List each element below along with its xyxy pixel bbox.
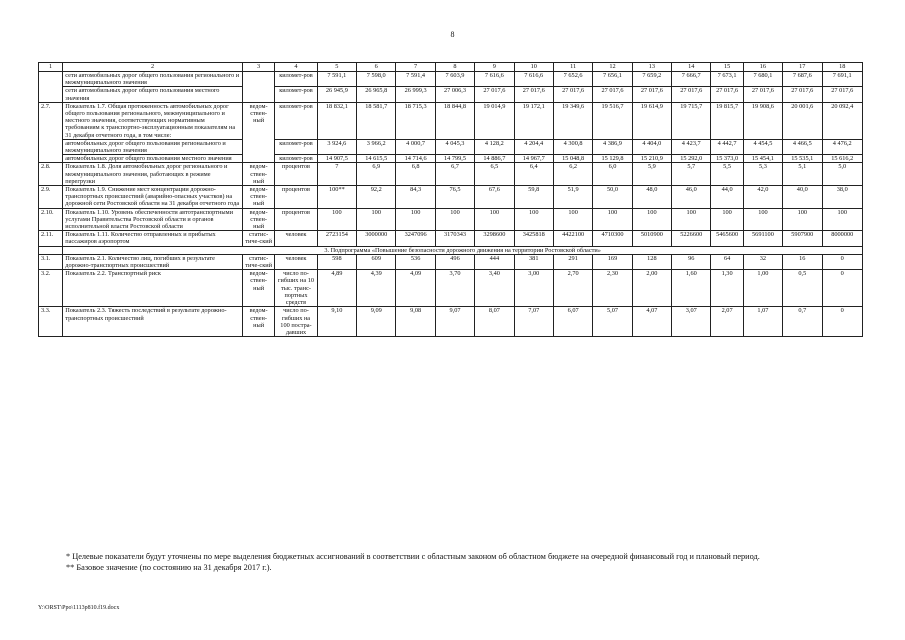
value-cell: 0 [822, 307, 863, 337]
value-cell: 4 442,7 [711, 139, 743, 154]
indicator-name: Показатель 1.8. Доля автомобильных дорог регионального и межмуниципального значения, работающих в режиме перегрузки [63, 163, 243, 186]
value-cell: 4422100 [553, 231, 592, 246]
value-cell: 128 [632, 254, 671, 269]
value-cell: 100 [593, 208, 632, 231]
value-cell: 3,40 [475, 270, 514, 307]
value-cell: 5,9 [632, 163, 671, 186]
value-cell: 19 715,7 [672, 102, 711, 139]
value-cell: 4 404,0 [632, 139, 671, 154]
unit: число по-гибших на 100 постра-давших [275, 307, 317, 337]
value-cell: 3,00 [514, 270, 553, 307]
value-cell: 7 616,6 [514, 72, 553, 87]
value-cell: 67,6 [475, 186, 514, 209]
value-cell: 16 [783, 254, 822, 269]
value-cell: 5,07 [593, 307, 632, 337]
value-cell: 6,8 [396, 163, 435, 186]
indicator-name: Показатель 1.10. Уровень обеспеченности автотранспортными услугами Правительства Ростовской области и органов исполнительной власти Ростовской области [63, 208, 243, 231]
value-cell: 3298600 [475, 231, 514, 246]
value-cell: 7 598,0 [357, 72, 396, 87]
value-cell: 7 659,2 [632, 72, 671, 87]
data-source: ведом-ствен-ный [242, 307, 274, 337]
value-cell: 19 614,9 [632, 102, 671, 139]
row-id: 2.10. [39, 208, 63, 231]
value-cell: 18 581,7 [357, 102, 396, 139]
value-cell: 15 454,1 [743, 155, 782, 163]
value-cell: 2723154 [317, 231, 356, 246]
value-cell: 4,09 [396, 270, 435, 307]
value-cell: 14 799,5 [435, 155, 474, 163]
value-cell: 7 687,6 [783, 72, 822, 87]
column-number: 8 [435, 63, 474, 72]
value-cell: 100 [475, 208, 514, 231]
table-row [39, 307, 863, 337]
row-id: 2.7. [39, 102, 63, 163]
value-cell: 7 616,6 [475, 72, 514, 87]
value-cell: 32 [743, 254, 782, 269]
table-header-row [39, 63, 863, 72]
value-cell: 3425818 [514, 231, 553, 246]
value-cell: 609 [357, 254, 396, 269]
column-number: 17 [783, 63, 822, 72]
value-cell: 27 017,6 [514, 87, 553, 102]
value-cell: 100 [357, 208, 396, 231]
value-cell: 100 [783, 208, 822, 231]
value-cell: 19 908,6 [743, 102, 782, 139]
value-cell: 84,3 [396, 186, 435, 209]
footnote-targets: * Целевые показатели будут уточнены по мере выделения бюджетных ассигнований в соответствии с областным законом об областном бюджете на очередной финансовый год и плановый период. [66, 552, 760, 561]
row-id: 2.9. [39, 186, 63, 209]
indicator-name: Показатель 1.7. Общая протяженность автомобильных дорог общего пользования регионального, межмуниципального и местного значения, соответствующих нормативным требованиям к транспортно-эксплуатационным показателям на 31 декабря отчетного года, в том числе: [63, 102, 243, 139]
table-row [39, 186, 863, 209]
value-cell: 15 373,0 [711, 155, 743, 163]
value-cell: 8000000 [822, 231, 863, 246]
table-row [39, 231, 863, 246]
value-cell: 7 591,4 [396, 72, 435, 87]
value-cell: 5,7 [672, 163, 711, 186]
table-row [39, 270, 863, 307]
value-cell: 44,0 [711, 186, 743, 209]
value-cell: 100** [317, 186, 356, 209]
value-cell: 27 006,3 [435, 87, 474, 102]
column-number: 16 [743, 63, 782, 72]
value-cell: 100 [743, 208, 782, 231]
value-cell: 7 603,9 [435, 72, 474, 87]
value-cell: 100 [396, 208, 435, 231]
value-cell: 19 014,9 [475, 102, 514, 139]
value-cell: 26 965,8 [357, 87, 396, 102]
value-cell: 5010900 [632, 231, 671, 246]
value-cell: 5226600 [672, 231, 711, 246]
section-title: 3. Подпрограмма «Повышение безопасности дорожного движения на территории Ростовской области» [63, 246, 863, 254]
value-cell: 0 [822, 254, 863, 269]
unit: процентов [275, 163, 317, 186]
value-cell: 42,0 [743, 186, 782, 209]
value-cell: 20 092,4 [822, 102, 863, 139]
value-cell: 15 048,8 [553, 155, 592, 163]
value-cell: 8,07 [475, 307, 514, 337]
value-cell: 3170343 [435, 231, 474, 246]
table-body [39, 63, 863, 337]
row-id: 2.11. [39, 231, 63, 246]
value-cell: 7 673,1 [711, 72, 743, 87]
value-cell: 19 516,7 [593, 102, 632, 139]
value-cell: 18 832,1 [317, 102, 356, 139]
indicator-name: сети автомобильных дорог общего пользования местного значения [63, 87, 243, 102]
value-cell: 15 292,0 [672, 155, 711, 163]
column-number: 1 [39, 63, 63, 72]
column-number: 11 [553, 63, 592, 72]
table-row [39, 254, 863, 269]
unit: километ-ров [275, 72, 317, 87]
value-cell: 5,1 [783, 163, 822, 186]
value-cell: 1,60 [672, 270, 711, 307]
value-cell: 50,0 [593, 186, 632, 209]
value-cell: 100 [632, 208, 671, 231]
column-number: 4 [275, 63, 317, 72]
value-cell: 27 017,6 [632, 87, 671, 102]
value-cell: 4,39 [357, 270, 396, 307]
column-number: 3 [242, 63, 274, 72]
column-number: 15 [711, 63, 743, 72]
table-row [39, 139, 863, 154]
indicator-name: Показатель 2.2. Транспортный риск [63, 270, 243, 307]
data-source: ведом-ствен-ный [242, 208, 274, 231]
value-cell: 15 616,2 [822, 155, 863, 163]
value-cell: 169 [593, 254, 632, 269]
value-cell: 14 886,7 [475, 155, 514, 163]
value-cell: 6,5 [475, 163, 514, 186]
value-cell: 20 001,6 [783, 102, 822, 139]
value-cell: 3 966,2 [357, 139, 396, 154]
indicator-name: Показатель 1.9. Снижение мест концентрации дорожно-транспортных происшествий (аварийно-опасных участков) на дорожной сети Ростовской области на 31 декабря отчетного года [63, 186, 243, 209]
value-cell: 2,30 [593, 270, 632, 307]
value-cell: 1,00 [743, 270, 782, 307]
value-cell: 6,2 [553, 163, 592, 186]
value-cell: 5691100 [743, 231, 782, 246]
value-cell: 100 [672, 208, 711, 231]
value-cell: 26 945,9 [317, 87, 356, 102]
value-cell: 4 000,7 [396, 139, 435, 154]
unit: километ-ров [275, 102, 317, 139]
row-id [39, 72, 63, 103]
column-number: 10 [514, 63, 553, 72]
row-id: 2.8. [39, 163, 63, 186]
value-cell: 7 652,6 [553, 72, 592, 87]
value-cell: 7 [317, 163, 356, 186]
value-cell: 27 017,6 [822, 87, 863, 102]
value-cell: 15 210,9 [632, 155, 671, 163]
value-cell: 2,07 [711, 307, 743, 337]
value-cell: 7,07 [514, 307, 553, 337]
value-cell: 4 466,5 [783, 139, 822, 154]
column-number: 5 [317, 63, 356, 72]
value-cell: 7 691,1 [822, 72, 863, 87]
value-cell: 40,0 [783, 186, 822, 209]
column-number: 12 [593, 63, 632, 72]
table-row [39, 102, 863, 139]
data-source: ведом-ствен-ный [242, 102, 274, 163]
value-cell: 15 535,1 [783, 155, 822, 163]
value-cell: 4 476,2 [822, 139, 863, 154]
value-cell: 26 999,3 [396, 87, 435, 102]
value-cell: 7 656,1 [593, 72, 632, 87]
indicator-name: автомобильных дорог общего пользования местного значения [63, 155, 243, 163]
value-cell: 100 [822, 208, 863, 231]
value-cell: 27 017,6 [711, 87, 743, 102]
value-cell: 19 349,6 [553, 102, 592, 139]
value-cell: 18 715,3 [396, 102, 435, 139]
table-row [39, 163, 863, 186]
unit: человек [275, 231, 317, 246]
value-cell: 381 [514, 254, 553, 269]
unit: километ-ров [275, 87, 317, 102]
value-cell: 5,5 [711, 163, 743, 186]
value-cell: 4,07 [632, 307, 671, 337]
value-cell: 14 714,6 [396, 155, 435, 163]
value-cell: 100 [711, 208, 743, 231]
unit: число по-гибших на 10 тыс. транс-портных средств [275, 270, 317, 307]
column-number: 6 [357, 63, 396, 72]
indicators-table [38, 62, 863, 337]
value-cell: 76,5 [435, 186, 474, 209]
value-cell: 4 045,3 [435, 139, 474, 154]
value-cell: 96 [672, 254, 711, 269]
indicator-name: Показатель 2.1. Количество лиц, погибших в результате дорожно-транспортных происшествий [63, 254, 243, 269]
value-cell: 27 017,6 [743, 87, 782, 102]
column-number: 7 [396, 63, 435, 72]
value-cell: 0,7 [783, 307, 822, 337]
value-cell: 9,10 [317, 307, 356, 337]
indicator-name: Показатель 1.11. Количество отправленных и прибытых пассажиров аэропортом [63, 231, 243, 246]
unit: человек [275, 254, 317, 269]
value-cell: 0 [822, 270, 863, 307]
value-cell: 15 129,8 [593, 155, 632, 163]
value-cell: 3247096 [396, 231, 435, 246]
value-cell: 3000000 [357, 231, 396, 246]
value-cell: 1,07 [743, 307, 782, 337]
value-cell: 46,0 [672, 186, 711, 209]
value-cell: 14 907,5 [317, 155, 356, 163]
value-cell: 444 [475, 254, 514, 269]
value-cell: 64 [711, 254, 743, 269]
value-cell: 7 591,1 [317, 72, 356, 87]
column-number: 14 [672, 63, 711, 72]
value-cell: 9,09 [357, 307, 396, 337]
value-cell: 4 386,9 [593, 139, 632, 154]
indicator-name: автомобильных дорог общего пользования регионального и межмуниципального значения [63, 139, 243, 154]
value-cell: 6,07 [553, 307, 592, 337]
value-cell: 5465600 [711, 231, 743, 246]
value-cell: 3,07 [672, 307, 711, 337]
row-id: 3.2. [39, 270, 63, 307]
data-source: статис-тиче-ский [242, 231, 274, 246]
value-cell: 4710300 [593, 231, 632, 246]
value-cell: 291 [553, 254, 592, 269]
value-cell: 4 300,8 [553, 139, 592, 154]
value-cell: 1,30 [711, 270, 743, 307]
value-cell: 9,08 [396, 307, 435, 337]
value-cell: 5,3 [743, 163, 782, 186]
value-cell: 100 [435, 208, 474, 231]
value-cell: 19 172,1 [514, 102, 553, 139]
value-cell: 7 680,1 [743, 72, 782, 87]
footnote-base-value: ** Базовое значение (по состоянию на 31 декабря 2017 г.). [66, 562, 272, 572]
data-source [242, 72, 274, 103]
value-cell: 27 017,6 [593, 87, 632, 102]
document-path: Y:\ORST\Ppo\1113p810.f19.docx [38, 605, 120, 611]
data-source: ведом-ствен-ный [242, 163, 274, 186]
section-row [39, 246, 863, 254]
value-cell: 38,0 [822, 186, 863, 209]
value-cell: 6,4 [514, 163, 553, 186]
indicator-name: сети автомобильных дорог общего пользования регионального и межмуниципального значения [63, 72, 243, 87]
value-cell: 100 [317, 208, 356, 231]
value-cell: 3,70 [435, 270, 474, 307]
table-row [39, 208, 863, 231]
unit: процентов [275, 186, 317, 209]
data-source: ведом-ствен-ный [242, 186, 274, 209]
value-cell: 3 924,6 [317, 139, 356, 154]
row-id: 3.3. [39, 307, 63, 337]
value-cell: 496 [435, 254, 474, 269]
data-source: статис-тиче-ский [242, 254, 274, 269]
indicator-name: Показатель 2.3. Тяжесть последствий в результате дорожно-транспортных происшествий [63, 307, 243, 337]
column-number: 2 [63, 63, 243, 72]
value-cell: 4,89 [317, 270, 356, 307]
value-cell: 92,2 [357, 186, 396, 209]
section-id-cell [39, 246, 63, 254]
value-cell: 51,9 [553, 186, 592, 209]
data-source: ведом-ствен-ный [242, 270, 274, 307]
table-row [39, 72, 863, 87]
value-cell: 18 844,8 [435, 102, 474, 139]
unit: процентов [275, 208, 317, 231]
value-cell: 6,9 [357, 163, 396, 186]
value-cell: 5907900 [783, 231, 822, 246]
value-cell: 4 423,7 [672, 139, 711, 154]
value-cell: 9,07 [435, 307, 474, 337]
value-cell: 100 [514, 208, 553, 231]
footnotes [38, 552, 868, 573]
value-cell: 14 967,7 [514, 155, 553, 163]
value-cell: 5,0 [822, 163, 863, 186]
column-number: 18 [822, 63, 863, 72]
unit: километ-ров [275, 155, 317, 163]
value-cell: 48,0 [632, 186, 671, 209]
value-cell: 14 615,5 [357, 155, 396, 163]
value-cell: 27 017,6 [553, 87, 592, 102]
value-cell: 27 017,6 [672, 87, 711, 102]
value-cell: 536 [396, 254, 435, 269]
unit: километ-ров [275, 139, 317, 154]
value-cell: 2,70 [553, 270, 592, 307]
value-cell: 19 815,7 [711, 102, 743, 139]
value-cell: 7 666,7 [672, 72, 711, 87]
value-cell: 0,5 [783, 270, 822, 307]
row-id: 3.1. [39, 254, 63, 269]
value-cell: 598 [317, 254, 356, 269]
value-cell: 6,7 [435, 163, 474, 186]
value-cell: 27 017,6 [783, 87, 822, 102]
page-number: 8 [450, 30, 455, 39]
value-cell: 59,8 [514, 186, 553, 209]
value-cell: 4 128,2 [475, 139, 514, 154]
column-number: 9 [475, 63, 514, 72]
value-cell: 100 [553, 208, 592, 231]
value-cell: 27 017,6 [475, 87, 514, 102]
value-cell: 4 454,5 [743, 139, 782, 154]
value-cell: 6,0 [593, 163, 632, 186]
value-cell: 2,00 [632, 270, 671, 307]
value-cell: 4 204,4 [514, 139, 553, 154]
table-row [39, 87, 863, 102]
table-row [39, 155, 863, 163]
column-number: 13 [632, 63, 671, 72]
